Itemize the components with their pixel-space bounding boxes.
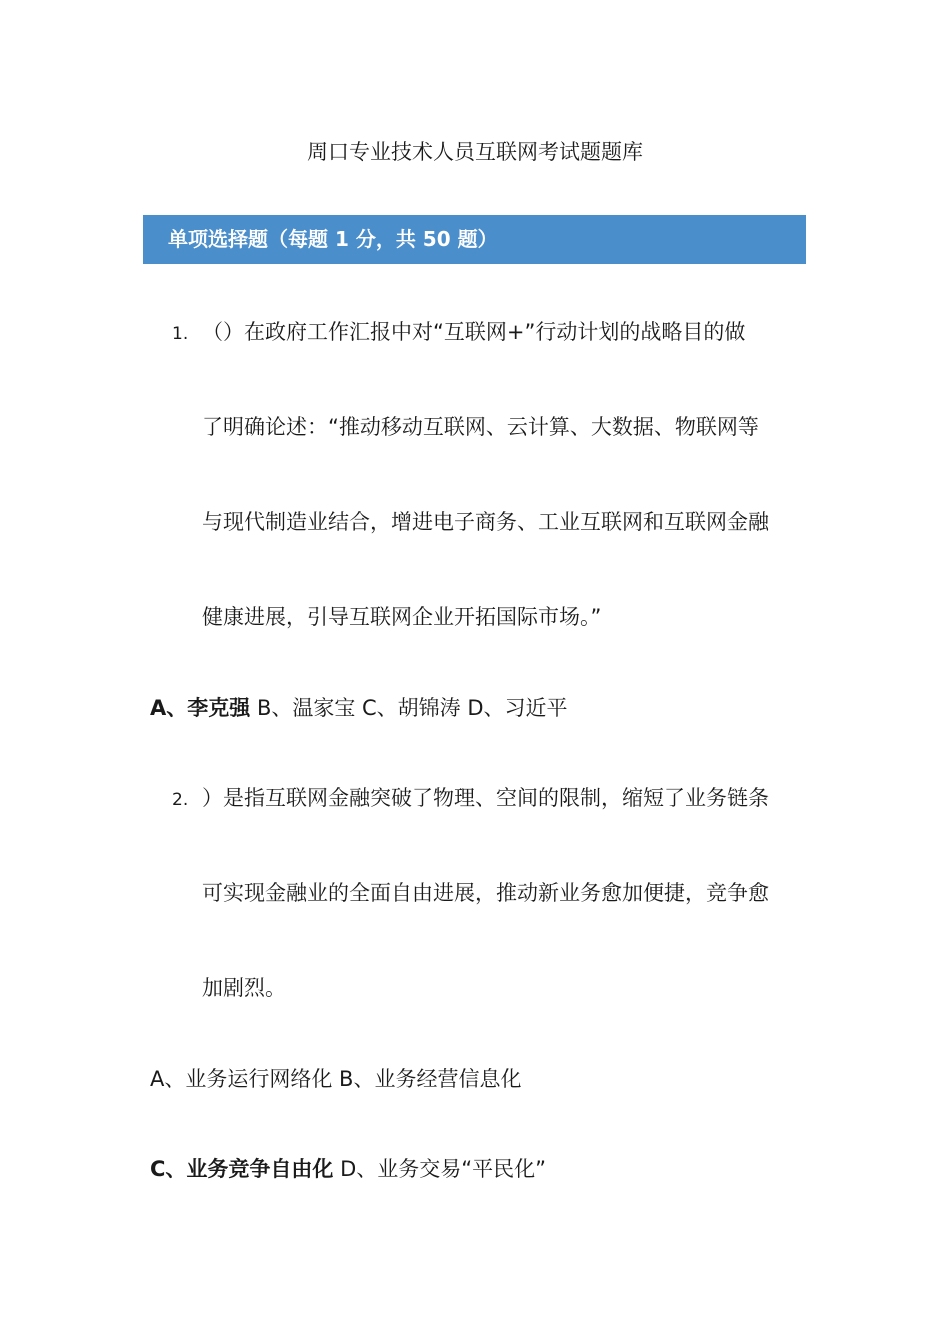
section-header: 单项选择题（每题 1 分，共 50 题）: [143, 215, 806, 264]
other-options: B、温家宝 C、胡锦涛 D、习近平: [250, 696, 568, 720]
document-title: 周口专业技术人员互联网考试题题库: [307, 140, 643, 164]
correct-option: C、业务竞争自由化: [150, 1157, 334, 1181]
options-line: [150, 1153, 546, 1185]
options-line: [150, 1063, 521, 1095]
options-line: [150, 692, 568, 724]
question-number: 1.: [172, 324, 189, 344]
question-text-line: （）在政府工作汇报中对“互联网+”行动计划的战略目的做: [202, 320, 746, 344]
question-text-line: ）是指互联网金融突破了物理、空间的限制，缩短了业务链条: [202, 786, 769, 810]
question-text-line: 可实现金融业的全面自由进展，推动新业务愈加便捷，竞争愈: [202, 881, 769, 905]
correct-option: A、李克强: [150, 696, 251, 720]
question-number: 2.: [172, 790, 189, 810]
options-text: A、业务运行网络化 B、业务经营信息化: [150, 1067, 522, 1091]
question-text-line: 与现代制造业结合，增进电子商务、工业互联网和互联网金融: [202, 510, 769, 534]
other-options: D、业务交易“平民化”: [333, 1157, 547, 1181]
question-text-line: 加剧烈。: [202, 976, 286, 1000]
question-text-line: 了明确论述：“推动移动互联网、云计算、大数据、物联网等: [202, 415, 759, 439]
question-text-line: 健康进展，引导互联网企业开拓国际市场。”: [202, 605, 602, 629]
